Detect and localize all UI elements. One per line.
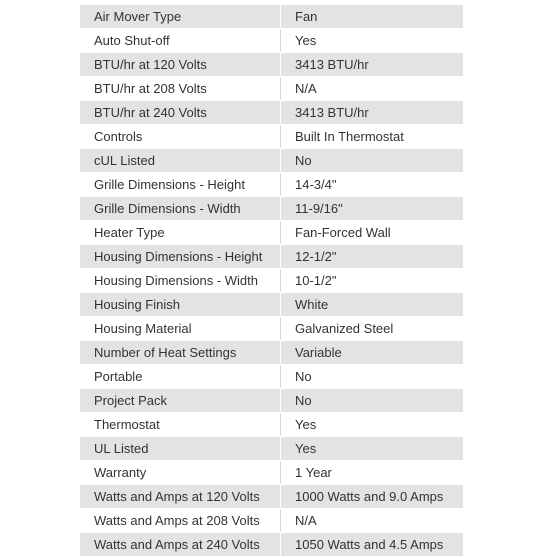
- table-row: [80, 437, 463, 461]
- spec-label: Watts and Amps at 240 Volts: [80, 533, 281, 557]
- spec-label: UL Listed: [80, 437, 281, 461]
- spec-value: No: [281, 389, 464, 413]
- spec-value: N/A: [281, 509, 464, 533]
- spec-label: Housing Material: [80, 317, 281, 341]
- spec-value: 3413 BTU/hr: [281, 53, 464, 77]
- spec-value: 1 Year: [281, 461, 464, 485]
- spec-label: Housing Finish: [80, 293, 281, 317]
- spec-label: Heater Type: [80, 221, 281, 245]
- table-row: [80, 365, 463, 389]
- spec-label: Housing Dimensions - Height: [80, 245, 281, 269]
- spec-value: Built In Thermostat: [281, 125, 464, 149]
- table-row: [80, 221, 463, 245]
- table-row: [80, 509, 463, 533]
- spec-value: 1050 Watts and 4.5 Amps: [281, 533, 464, 557]
- spec-label: Housing Dimensions - Width: [80, 269, 281, 293]
- spec-value: Yes: [281, 29, 464, 53]
- spec-label: Grille Dimensions - Height: [80, 173, 281, 197]
- spec-label: Thermostat: [80, 413, 281, 437]
- table-row: [80, 413, 463, 437]
- specifications-table-body: [80, 5, 463, 557]
- spec-label: Controls: [80, 125, 281, 149]
- spec-label: Portable: [80, 365, 281, 389]
- spec-value: Yes: [281, 437, 464, 461]
- table-row: [80, 53, 463, 77]
- spec-value: Galvanized Steel: [281, 317, 464, 341]
- spec-label: Number of Heat Settings: [80, 341, 281, 365]
- spec-value: 10-1/2": [281, 269, 464, 293]
- spec-value: No: [281, 149, 464, 173]
- table-row: [80, 293, 463, 317]
- table-row: [80, 245, 463, 269]
- table-row: [80, 389, 463, 413]
- spec-value: 12-1/2": [281, 245, 464, 269]
- spec-value: 14-3/4": [281, 173, 464, 197]
- table-row: [80, 29, 463, 53]
- spec-label: Grille Dimensions - Width: [80, 197, 281, 221]
- spec-value: Yes: [281, 413, 464, 437]
- spec-label: BTU/hr at 240 Volts: [80, 101, 281, 125]
- spec-label: Watts and Amps at 208 Volts: [80, 509, 281, 533]
- spec-value: 3413 BTU/hr: [281, 101, 464, 125]
- spec-label: Warranty: [80, 461, 281, 485]
- spec-label: Project Pack: [80, 389, 281, 413]
- table-row: [80, 269, 463, 293]
- table-row: [80, 149, 463, 173]
- table-row: [80, 101, 463, 125]
- table-row: [80, 5, 463, 29]
- spec-label: Air Mover Type: [80, 5, 281, 29]
- table-row: [80, 173, 463, 197]
- spec-label: Watts and Amps at 120 Volts: [80, 485, 281, 509]
- spec-label: cUL Listed: [80, 149, 281, 173]
- table-row: [80, 341, 463, 365]
- specifications-panel: [80, 5, 463, 557]
- table-row: [80, 461, 463, 485]
- spec-label: BTU/hr at 120 Volts: [80, 53, 281, 77]
- spec-value: Fan-Forced Wall: [281, 221, 464, 245]
- specifications-table: [80, 5, 463, 557]
- spec-value: 11-9/16": [281, 197, 464, 221]
- spec-label: BTU/hr at 208 Volts: [80, 77, 281, 101]
- spec-value: 1000 Watts and 9.0 Amps: [281, 485, 464, 509]
- spec-value: Variable: [281, 341, 464, 365]
- table-row: [80, 197, 463, 221]
- spec-value: White: [281, 293, 464, 317]
- table-row: [80, 77, 463, 101]
- table-row: [80, 485, 463, 509]
- spec-value: N/A: [281, 77, 464, 101]
- table-row: [80, 317, 463, 341]
- spec-value: Fan: [281, 5, 464, 29]
- spec-value: No: [281, 365, 464, 389]
- table-row: [80, 125, 463, 149]
- spec-label: Auto Shut-off: [80, 29, 281, 53]
